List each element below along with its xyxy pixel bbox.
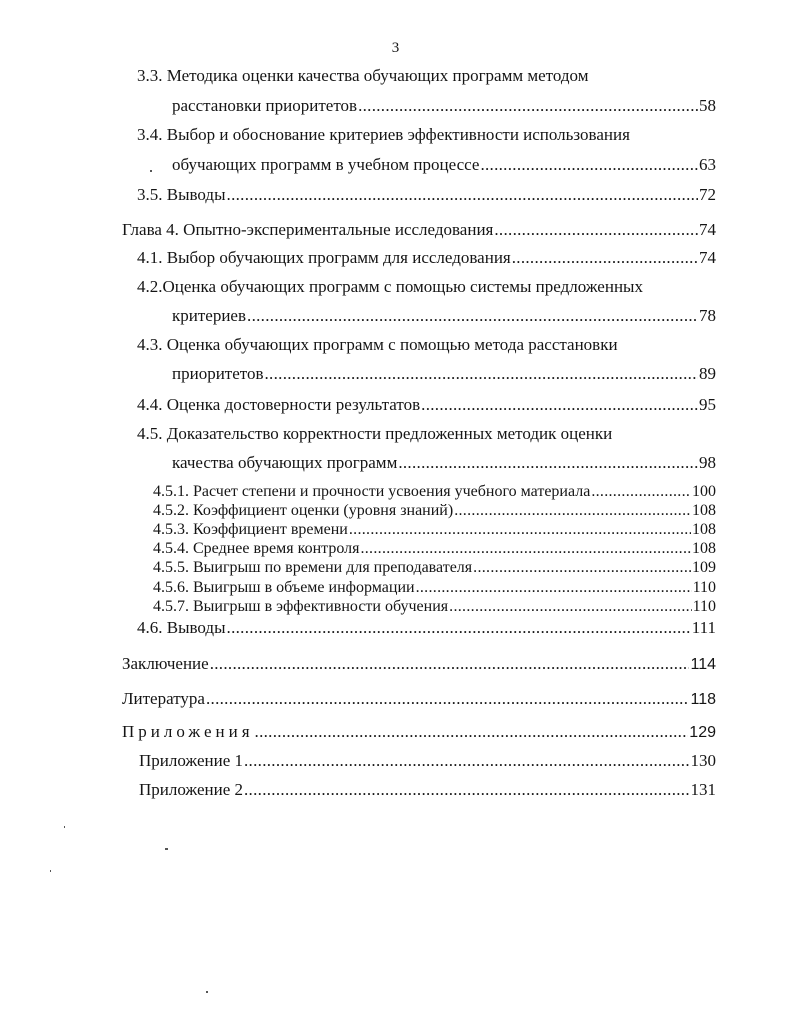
toc-entry-3-4 [172, 155, 716, 175]
page-number: 3 [391, 40, 400, 56]
toc-entry-text: Литература [122, 689, 205, 708]
dot-leader [255, 722, 689, 742]
toc-page-number: 100 [692, 483, 716, 500]
scan-speck [64, 826, 65, 828]
toc-entry-4-5-2 [153, 502, 716, 520]
toc-entry-4-3 [172, 364, 716, 384]
dot-leader [398, 453, 698, 473]
toc-appendices [122, 722, 716, 742]
toc-page-number: 74 [699, 248, 716, 267]
dot-leader [227, 185, 698, 205]
toc-entry-text: 4.5.6. Выигрыш в объеме информации [153, 579, 415, 596]
toc-page-number: 108 [692, 540, 716, 557]
toc-entry-text: 4.6. Выводы [137, 618, 226, 637]
toc-page-number: 110 [692, 598, 716, 615]
dot-leader [206, 689, 690, 709]
toc-entry-text: критериев [172, 306, 247, 325]
scan-speck [206, 991, 208, 993]
toc-page-number: 108 [692, 521, 716, 538]
toc-entry-text: 3.5. Выводы [137, 185, 226, 204]
dot-leader [449, 598, 691, 616]
toc-entry-4-5 [172, 453, 716, 473]
dot-leader [358, 96, 698, 116]
dot-leader [473, 559, 691, 577]
toc-entry-4-2 [172, 306, 716, 326]
dot-leader [244, 780, 690, 800]
dot-leader [421, 395, 698, 415]
toc-conclusion [122, 654, 716, 674]
toc-page-number: 108 [692, 502, 716, 519]
toc-page-number: 78 [699, 306, 716, 325]
toc-page-number: 98 [699, 453, 716, 472]
dot-leader [480, 155, 698, 175]
toc-entry-4-5-7 [153, 598, 716, 616]
toc-page-number: 111 [691, 618, 716, 637]
dot-leader [416, 579, 692, 597]
toc-page-number: 118 [690, 691, 716, 708]
toc-entry-text: 4.4. Оценка достоверности результатов [137, 395, 421, 414]
toc-entry-text: Глава 4. Опытно-экспериментальные исследования [122, 220, 494, 239]
toc-entry-3-5 [137, 185, 716, 205]
toc-page-number: 63 [699, 155, 716, 174]
toc-page-number: 110 [692, 579, 716, 596]
toc-page-number: 131 [690, 780, 716, 799]
toc-entry-4-1 [137, 248, 716, 268]
toc-page-number: 95 [699, 395, 716, 414]
toc-entry-text: 4.5.3. Коэффициент времени [153, 521, 348, 538]
toc-entry-3-4-line1: 3.4. Выбор и обоснование критериев эффективности использования [137, 125, 630, 144]
toc-entry-text: расстановки приоритетов [172, 96, 358, 115]
dot-leader [210, 654, 690, 674]
toc-entry-text: Приложения [122, 722, 254, 741]
toc-entry-3-3 [172, 96, 716, 116]
dot-leader [512, 248, 698, 268]
toc-entry-text: 4.5.2. Коэффициент оценки (уровня знаний) [153, 502, 454, 519]
toc-entry-text: Заключение [122, 654, 209, 673]
toc-page-number: 72 [699, 185, 716, 204]
toc-page-number: 58 [699, 96, 716, 115]
dot-leader [591, 483, 691, 501]
dot-leader [494, 220, 698, 240]
toc-entry-4-5-5 [153, 559, 716, 577]
toc-entry-text: обучающих программ в учебном процессе [172, 155, 480, 174]
toc-page-number: 114 [690, 656, 716, 673]
toc-entry-text: 4.5.1. Расчет степени и прочности усвоения учебного материала [153, 483, 591, 500]
toc-entry-text: Приложение 2 [139, 780, 243, 799]
toc-entry-text: 4.5.5. Выигрыш по времени для преподавателя [153, 559, 473, 576]
toc-entry-text: Приложение 1 [139, 751, 243, 770]
toc-entry-4-5-6 [153, 579, 716, 597]
dot-leader [244, 751, 690, 771]
toc-entry-4-5-line1: 4.5. Доказательство корректности предложенных методик оценки [137, 424, 613, 443]
dot-leader [265, 364, 699, 384]
scan-speck [165, 848, 168, 850]
toc-page-number: 130 [690, 751, 716, 770]
toc-page-number: 109 [692, 559, 716, 576]
toc-entry-4-6 [137, 618, 716, 638]
dot-leader [360, 540, 691, 558]
toc-entry-text: качества обучающих программ [172, 453, 398, 472]
dot-leader [247, 306, 698, 326]
toc-entry-text: приоритетов [172, 364, 264, 383]
toc-entry-4-5-4 [153, 540, 716, 558]
toc-entry-3-3-line1: 3.3. Методика оценки качества обучающих программ методом [137, 66, 589, 85]
toc-entry-4-5-1 [153, 483, 716, 501]
toc-entry-text: 4.1. Выбор обучающих программ для исследования [137, 248, 511, 267]
toc-entry-4-2-line1: 4.2.Оценка обучающих программ с помощью системы предложенных [137, 277, 643, 296]
toc-literature [122, 689, 716, 709]
toc-entry-text: 4.5.4. Среднее время контроля [153, 540, 360, 557]
toc-appendix-2 [139, 780, 716, 800]
dot-leader [454, 502, 691, 520]
dot-leader [349, 521, 691, 539]
dot-leader [227, 618, 691, 638]
toc-entry-4-3-line1: 4.3. Оценка обучающих программ с помощью метода расстановки [137, 335, 618, 354]
toc-appendix-1 [139, 751, 716, 771]
scan-speck [150, 170, 152, 172]
toc-page-number: 129 [689, 724, 716, 741]
toc-chapter-4 [122, 220, 716, 240]
toc-entry-4-4 [137, 395, 716, 415]
toc-page-number: 89 [699, 364, 716, 383]
toc-entry-text: 4.5.7. Выигрыш в эффективности обучения [153, 598, 449, 615]
toc-entry-4-5-3 [153, 521, 716, 539]
toc-page-number: 74 [699, 220, 716, 239]
scan-speck [50, 870, 51, 872]
